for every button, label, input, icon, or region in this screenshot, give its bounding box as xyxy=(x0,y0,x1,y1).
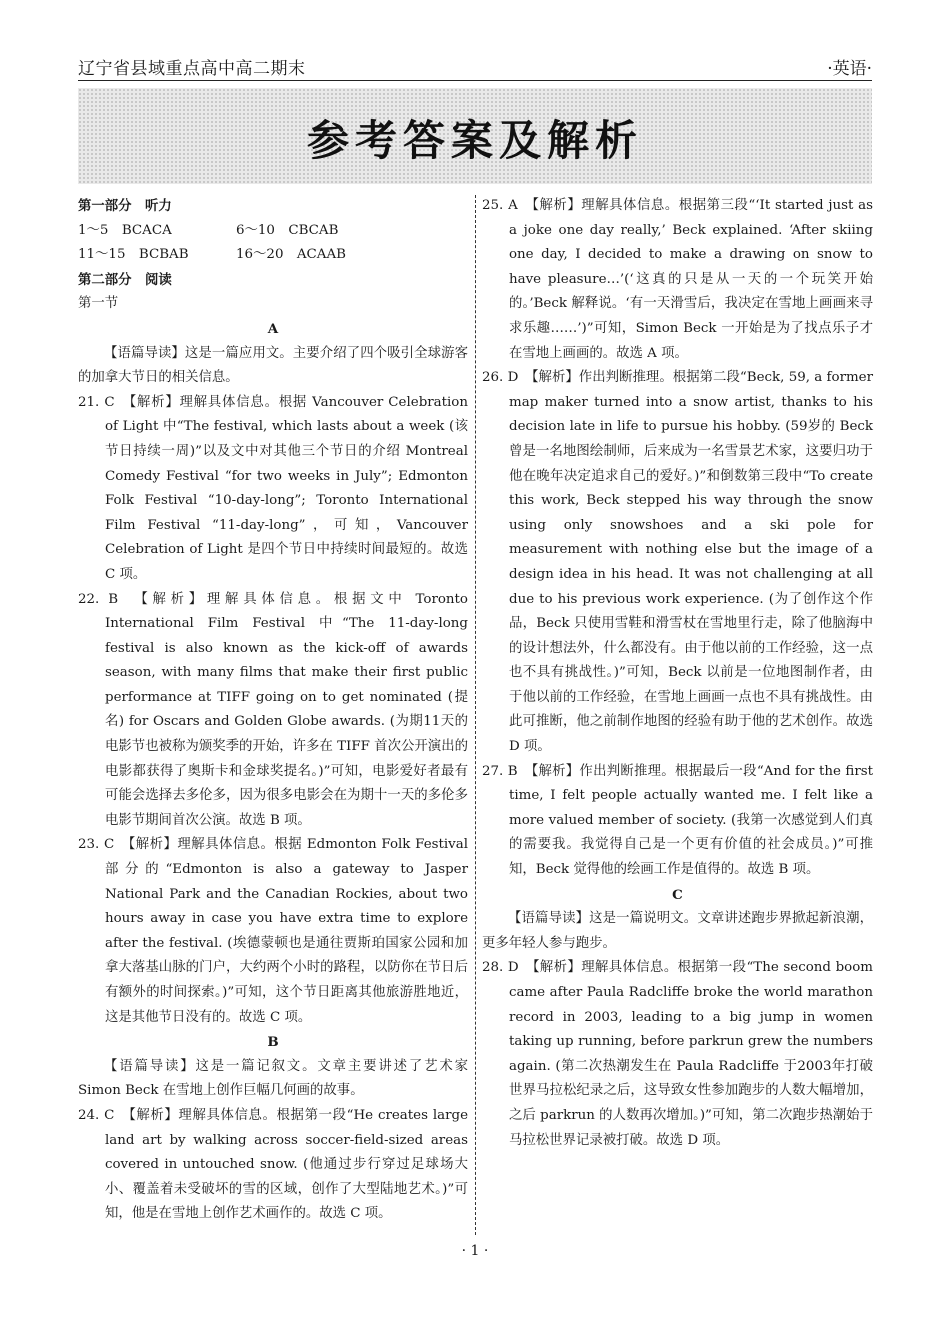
passage-a-heading: A xyxy=(267,320,279,337)
right-column xyxy=(482,194,873,1153)
passage-b-intro: 【语篇导读】这是一篇记叙文。文章主要讲述了艺术家 Simon Beck 在雪地上创作巨幅几何画的故事。 xyxy=(78,1058,468,1099)
question-21: 21. C 【解析】理解具体信息。根据 Vancouver Celebration of Light 中“The festival, which lasts about a week (该节日持续一周)”以及文中对其他三个节日的介绍 Montreal Comedy Festival “for two weeks in July”; Edmonton Folk Festival “10-day-long”; Toronto International Film Festival “11-day-long”，可知，Vancouver Celebration of Light 是四个节日中持续时间最短的。故选 C 项。 xyxy=(78,394,468,582)
answers-6-10: 6～10 CBCAB xyxy=(236,222,339,238)
answers-16-20: 16～20 ACAAB xyxy=(236,247,346,263)
document-title: 参考答案及解析 xyxy=(306,116,643,165)
passage-b-heading: B xyxy=(267,1034,279,1051)
section1-heading: 第一节 xyxy=(78,296,119,312)
passage-c-heading: C xyxy=(672,886,683,903)
question-28: 28. D 【解析】理解具体信息。根据第一段“The second boom came after Paula Radcliffe broke the world marathon record in 2003, leading to a big jump in women taking up running, before parkrun grew the numbers again. (第二次热潮发生在 Paula Radcliffe 于2003年打破世界马拉松纪录之后，这导致女性参加跑步的人数大幅增加，之后 parkrun 的人数再次增加。)”可知，第二次跑步热潮始于马拉松世界记录被打破。故选 D 项。 xyxy=(482,960,873,1148)
title-banner xyxy=(78,88,872,184)
answers-1-5: 1～5 BCACA xyxy=(78,222,172,238)
answers-11-15: 11～15 BCBAB xyxy=(78,247,189,263)
subject-label: ·英语· xyxy=(827,59,872,79)
question-22: 22. B 【解析】理解具体信息。根据文中 Toronto International Film Festival 中“The 11-day-long festival is also known as the kick-off of awards season, with many films that make their first public performance at TIFF going on to get nominated (提名) for Oscars and Golden Globe awards. (为期11天的电影节也被称为颁奖季的开始，许多在 TIFF 首次公开演出的电影都获得了奥斯卡和金球奖提名。)”可知，电影爱好者最有可能会选择去多伦多，因为很多电影会在为期十一天的多伦多电影节期间首次公演。故选 B 项。 xyxy=(78,591,468,828)
part1-heading: 第一部分 听力 xyxy=(78,198,172,214)
question-25: 25. A 【解析】理解具体信息。根据第三段“‘It started just as a joke one day really,’ Beck explained. ‘After skiing one day, I decided to make a drawing on snow to have pleasure…’(‘这真的只是从一天的一个玩笑开始的。’Beck 解释说。‘有一天滑雪后，我决定在雪地上画画来寻求乐趣……’)”可知，Simon Beck 一开始是为了找点乐子才在雪地上画画的。故选 A 项。 xyxy=(482,198,873,361)
page-header xyxy=(78,52,872,81)
passage-a-intro: 【语篇导读】这是一篇应用文。主要介绍了四个吸引全球游客的加拿大节日的相关信息。 xyxy=(78,345,468,386)
passage-c-intro: 【语篇导读】这是一篇说明文。文章讲述跑步界掀起新浪潮，更多年轻人参与跑步。 xyxy=(482,911,873,951)
answer-row-2 xyxy=(78,243,468,268)
exam-title: 辽宁省县域重点高中高二期末 xyxy=(78,59,306,79)
question-26: 26. D 【解析】作出判断推理。根据第二段“Beck, 59, a former map maker turned into a snow artist, thanks to his decision late in life to pursue his hobby. (59岁的 Beck 曾是一名地图绘制师，后来成为一名雪景艺术家，这要归功于他在晚年决定追求自己的爱好。)”和倒数第三段中“To create this work, Beck stepped his way through the snow using only snowshoes and a ski pole for measurement with nothing else but the image of a design idea in his head. It was not challenging at all due to his previous work experience. (为了创作这个作品，Beck 只使用雪鞋和滑雪杖在雪地里行走，除了他脑海中的设计想法外，什么都没有。由于他以前的工作经验，这一点也不具有挑战性。)”可知，Beck 以前是一位地图制作者，由于他以前的工作经验，在雪地上画画一点也不具有挑战性。由此可推断，他之前制作地图的经验有助于他的艺术创作。故选 D 项。 xyxy=(482,370,873,755)
answer-row-1 xyxy=(78,219,468,244)
question-27: 27. B 【解析】作出判断推理。根据最后一段“And for the first time, I felt people actually wanted me. I felt like a more valued member of society. (我第一次感觉到人们真的需要我。我觉得自己是一个更有价值的社会成员。)”可推知，Beck 觉得他的绘画工作是值得的。故选 B 项。 xyxy=(482,763,873,878)
left-column xyxy=(78,194,468,1227)
part2-heading: 第二部分 阅读 xyxy=(78,271,172,288)
question-23: 23. C 【解析】理解具体信息。根据 Edmonton Folk Festival 部分的“Edmonton is also a gateway to Jasper National Park and the Canadian Rockies, about two hours away in case you have extra time to explore after the festival. (埃德蒙顿也是通往贾斯珀国家公园和加拿大落基山脉的门户，大约两个小时的路程，以防你在节日后有额外的时间探索。)”可知，这个节日距离其他旅游胜地近，这是其他节日没有的。故选 C 项。 xyxy=(78,837,468,1025)
column-divider xyxy=(475,195,476,1235)
question-24: 24. C 【解析】理解具体信息。根据第一段“He creates large land art by walking across soccer-field-sized areas covered in untouched snow. (他通过步行穿过足球场大小、覆盖着未受破坏的雪的区域，创作了大型陆地艺术。)”可知，他是在雪地上创作艺术画作的。故选 C 项。 xyxy=(78,1107,468,1222)
page-number: · 1 · xyxy=(461,1243,489,1259)
